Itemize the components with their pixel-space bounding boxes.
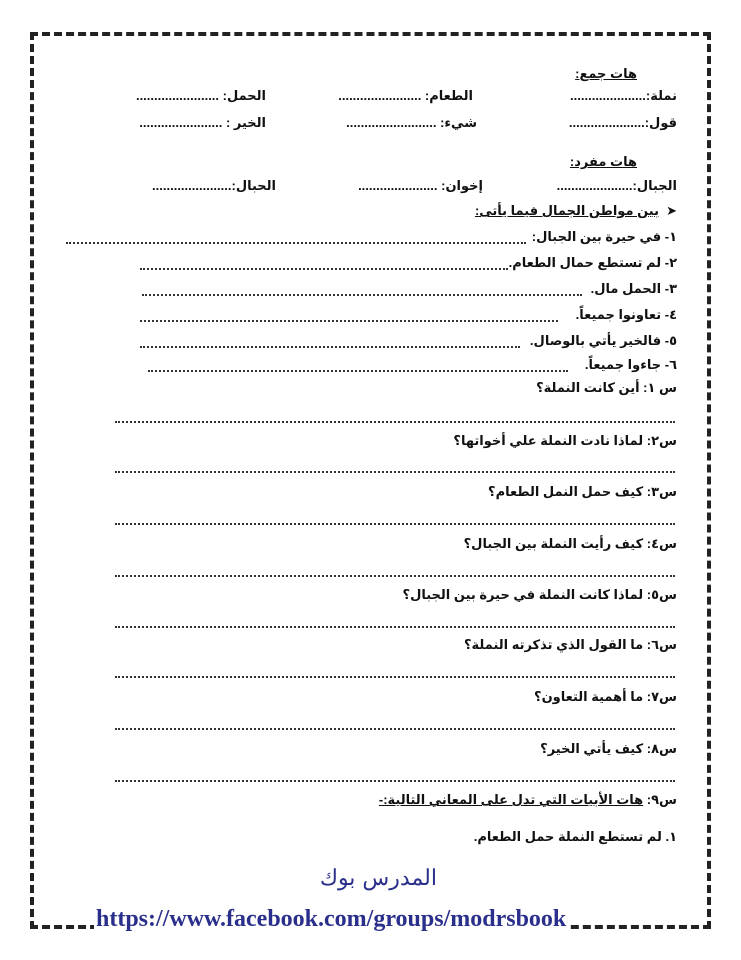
beauty-answer-line-4[interactable] <box>140 320 558 322</box>
beauty-bullet-icon: ➤ <box>666 203 677 218</box>
question-6: س٦: ما القول الذي تذكرته النملة؟ <box>464 637 677 652</box>
beauty-item-1: ١- في حيرة بين الجبال: <box>531 229 677 244</box>
beauty-item-2: ٢- لم تستطع حمال الطعام. <box>508 255 677 270</box>
watermark-url: https://www.facebook.com/groups/modrsbook <box>96 906 567 932</box>
answer-line-4[interactable] <box>115 575 675 577</box>
beauty-answer-line-2[interactable] <box>140 268 508 270</box>
answer-line-8[interactable] <box>115 780 675 782</box>
plural-item-shay: شيء: ......................... <box>346 115 477 130</box>
answer-line-6[interactable] <box>115 676 675 678</box>
answer-line-3[interactable] <box>115 523 675 525</box>
singular-title: هات مفرد: <box>569 154 637 169</box>
singular-item-hibal: الحبال:...................... <box>152 178 276 193</box>
beauty-item-6: ٦- جاءوا جميعاً. <box>584 357 677 372</box>
singular-item-ikhwan: إخوان: ...................... <box>358 178 483 193</box>
question-5: س٥: لماذا كانت النملة في حيرة بين الجبال؟ <box>402 587 677 602</box>
question-9-label: س٩: <box>643 792 677 807</box>
question-9-title: هات الأبيات التي تدل على المعاني التالية:- <box>378 792 644 807</box>
plural-item-haml: الحمل: ....................... <box>135 88 266 103</box>
answer-line-5[interactable] <box>115 626 675 628</box>
beauty-answer-line-5[interactable] <box>140 346 520 348</box>
beauty-item-4: ٤- تعاونوا جميعاً. <box>575 307 677 322</box>
answer-line-7[interactable] <box>115 728 675 730</box>
question-4: س٤: كيف رأيت النملة بين الجبال؟ <box>463 536 677 551</box>
beauty-item-3: ٣- الحمل مال. <box>590 281 677 296</box>
beauty-item-5: ٥- فالخير يأتي بالوصال. <box>529 333 677 348</box>
plural-item-qawl: قول:..................... <box>568 115 677 130</box>
plural-title: هات جمع: <box>575 66 637 81</box>
plural-item-namla: نملة:..................... <box>570 88 677 103</box>
watermark-name: المدرس بوك <box>319 866 437 891</box>
question-9-item-1: ١. لم تستطع النملة حمل الطعام. <box>473 829 677 844</box>
beauty-answer-line-3[interactable] <box>142 294 582 296</box>
question-3: س٣: كيف حمل النمل الطعام؟ <box>488 484 677 499</box>
answer-line-1[interactable] <box>115 421 675 423</box>
answer-line-2[interactable] <box>115 471 675 473</box>
plural-item-taam: الطعام: ....................... <box>338 88 473 103</box>
plural-item-khayr: الخير : ....................... <box>139 115 266 130</box>
beauty-answer-line-6[interactable] <box>148 370 568 372</box>
question-7: س٧: ما أهمية التعاون؟ <box>534 689 677 704</box>
question-1: س ١: أين كانت النملة؟ <box>536 380 677 395</box>
beauty-answer-line-1[interactable] <box>66 242 526 244</box>
question-9 <box>379 792 677 808</box>
beauty-title: بين مواطن الجمال فيما يأتى: <box>474 203 659 218</box>
singular-item-jibal: الجبال:..................... <box>556 178 677 193</box>
question-2: س٢: لماذا نادت النملة علي أخواتها؟ <box>453 433 677 448</box>
question-8: س٨: كيف يأتي الخير؟ <box>540 741 677 756</box>
